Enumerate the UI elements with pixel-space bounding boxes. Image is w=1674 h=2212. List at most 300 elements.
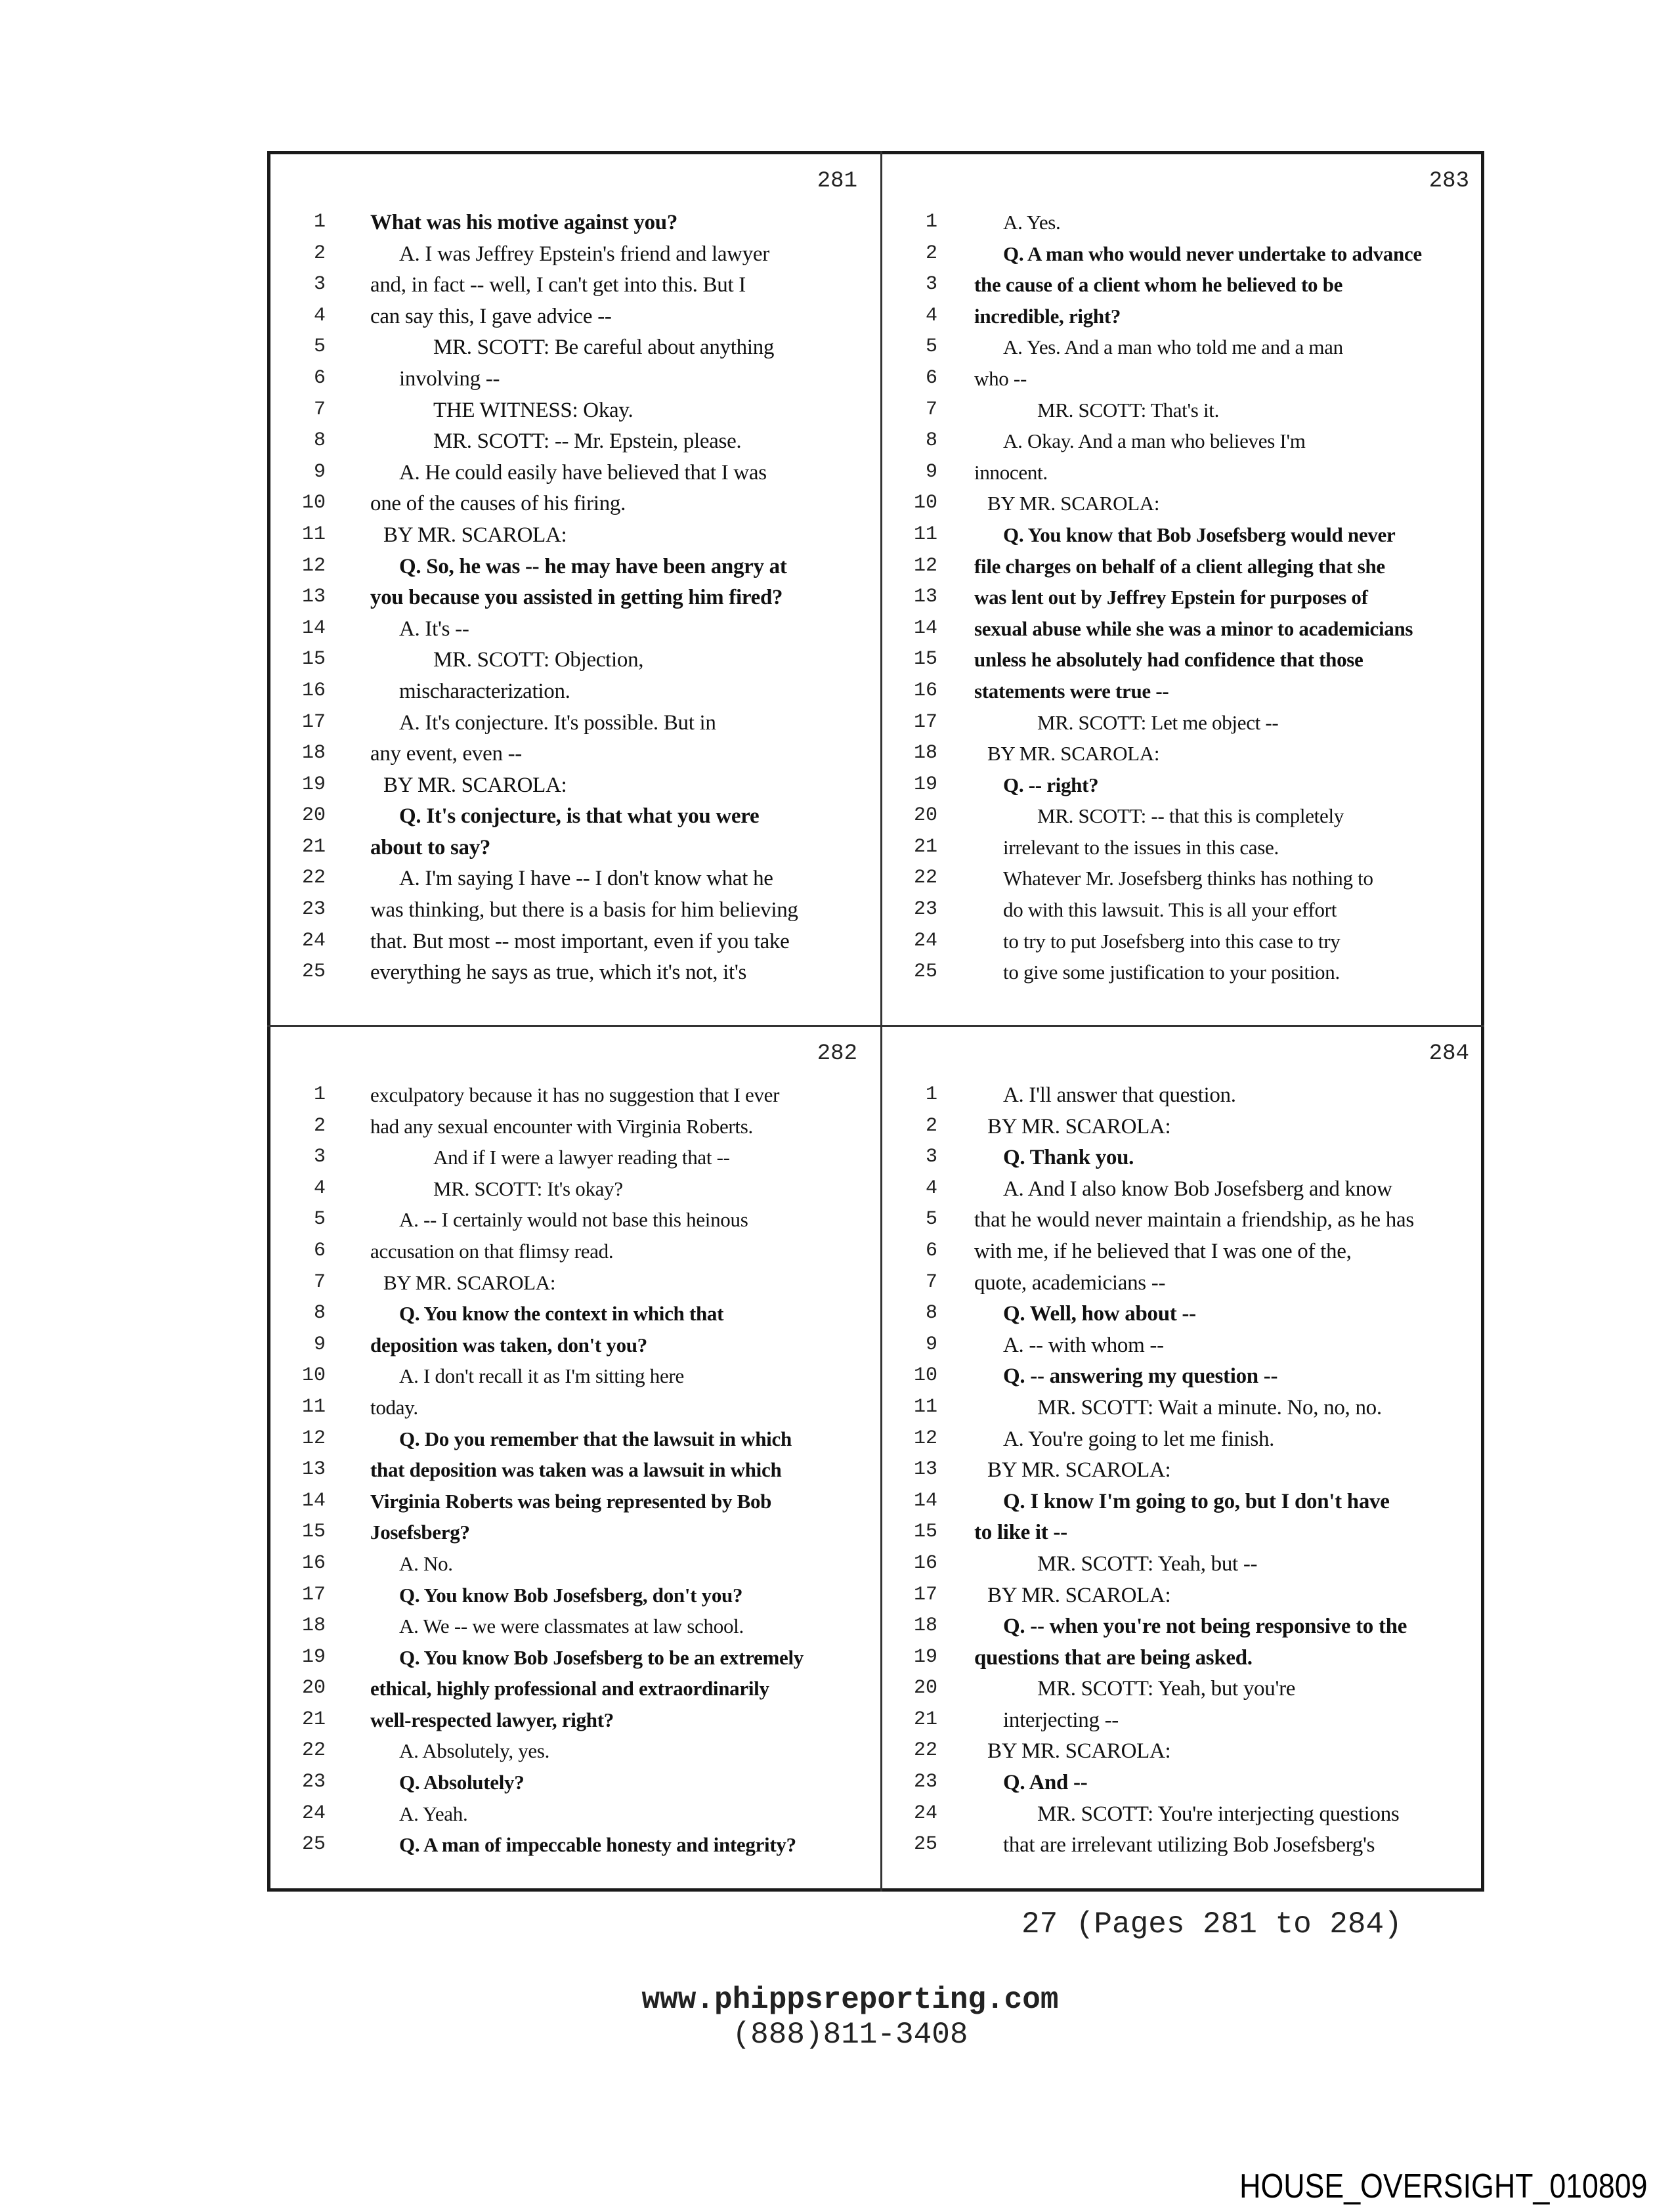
transcript-line — [882, 273, 1493, 305]
transcript-line — [270, 523, 881, 555]
line-number: 15 — [301, 648, 326, 671]
transcript-line — [270, 555, 881, 586]
line-number: 1 — [313, 211, 326, 233]
transcript-line — [882, 1364, 1493, 1396]
line-number: 12 — [301, 1427, 326, 1450]
transcript-line — [270, 399, 881, 430]
transcript-line — [270, 1427, 881, 1459]
transcript-line — [882, 773, 1493, 805]
transcript-lines — [882, 211, 1493, 992]
transcript-line — [882, 1552, 1493, 1584]
line-text: What was his motive against you? — [370, 211, 678, 234]
transcript-line — [270, 1115, 881, 1146]
line-number: 6 — [925, 1239, 937, 1262]
line-number: 24 — [913, 1802, 937, 1825]
transcript-line — [270, 804, 881, 836]
line-number: 16 — [913, 1551, 937, 1574]
transcript-line — [882, 399, 1493, 430]
line-text: with me, if he believed that I was one of the, — [974, 1239, 1352, 1263]
line-number: 5 — [313, 336, 326, 358]
line-text: BY MR. SCAROLA: — [987, 1583, 1171, 1607]
line-text: THE WITNESS: Okay. — [433, 398, 633, 422]
line-number: 24 — [913, 929, 937, 952]
line-text: Q. You know that Bob Josefsberg would never — [1003, 523, 1396, 546]
transcript-line — [882, 1271, 1493, 1303]
transcript-line — [270, 1396, 881, 1427]
line-text: that. But most -- most important, even if you take — [370, 929, 790, 953]
line-text: that are irrelevant utilizing Bob Josefsberg's — [1003, 1833, 1375, 1857]
line-text: that he would never maintain a friendship, as he has — [974, 1208, 1414, 1232]
line-number: 16 — [913, 679, 937, 702]
transcript-line — [882, 1802, 1493, 1834]
transcript-line — [882, 648, 1493, 680]
line-number: 4 — [313, 304, 326, 327]
transcript-line — [882, 1584, 1493, 1615]
line-number: 5 — [313, 1208, 326, 1231]
transcript-line — [270, 1334, 881, 1365]
transcript-line — [270, 711, 881, 743]
line-number: 18 — [301, 1615, 326, 1637]
transcript-line — [882, 961, 1493, 992]
line-number: 19 — [913, 773, 937, 796]
transcript-line — [882, 1208, 1493, 1240]
line-text: A. I don't recall it as I'm sitting here — [399, 1364, 684, 1388]
transcript-line — [270, 1615, 881, 1646]
line-text: one of the causes of his firing. — [370, 492, 626, 516]
line-text: A. And I also know Bob Josefsberg and know — [1003, 1177, 1392, 1201]
line-text: A. It's -- — [399, 617, 469, 641]
line-text: interjecting -- — [1003, 1708, 1119, 1732]
line-number: 21 — [301, 1708, 326, 1731]
line-text: MR. SCOTT: It's okay? — [433, 1177, 623, 1200]
transcript-line — [882, 742, 1493, 773]
transcript-line — [270, 1802, 881, 1834]
line-number: 20 — [913, 1677, 937, 1700]
line-text: ethical, highly professional and extraordinarily — [370, 1677, 769, 1701]
page-number: 281 — [817, 169, 857, 194]
transcript-line — [882, 1833, 1493, 1865]
transcript-line — [882, 1490, 1493, 1521]
line-number: 9 — [925, 460, 937, 483]
transcript-line — [882, 804, 1493, 836]
line-number: 18 — [913, 1615, 937, 1637]
line-number: 15 — [913, 648, 937, 671]
line-number: 15 — [913, 1521, 937, 1544]
transcript-line — [270, 367, 881, 399]
line-text: accusation on that flimsy read. — [370, 1239, 614, 1263]
line-text: MR. SCOTT: -- that this is completely — [1037, 804, 1344, 828]
transcript-line — [270, 1739, 881, 1771]
line-number: 19 — [301, 773, 326, 796]
line-number: 23 — [913, 1771, 937, 1794]
line-number: 7 — [313, 398, 326, 421]
transcript-line — [270, 773, 881, 805]
transcript-line — [270, 211, 881, 242]
transcript-line — [270, 617, 881, 649]
transcript-line — [270, 961, 881, 992]
transcript-line — [270, 1458, 881, 1490]
line-text: innocent. — [974, 460, 1048, 484]
transcript-line — [270, 1083, 881, 1115]
transcript-line — [270, 273, 881, 305]
transcript-line — [270, 1646, 881, 1678]
line-number: 9 — [313, 460, 326, 483]
line-number: 9 — [925, 1333, 937, 1356]
transcript-page-282 — [270, 1027, 881, 1897]
transcript-line — [882, 1427, 1493, 1459]
transcript-line — [882, 305, 1493, 336]
line-text: A. I'm saying I have -- I don't know what he — [399, 867, 773, 891]
transcript-line — [270, 1677, 881, 1708]
transcript-line — [882, 429, 1493, 461]
line-text: Q. A man who would never undertake to advance — [1003, 242, 1422, 265]
line-text: Josefsberg? — [370, 1521, 470, 1544]
line-text: BY MR. SCAROLA: — [383, 523, 567, 547]
line-number: 11 — [913, 523, 937, 546]
line-number: 16 — [301, 1551, 326, 1574]
line-text: about to say? — [370, 835, 491, 859]
line-number: 6 — [313, 366, 326, 389]
transcript-line — [270, 429, 881, 461]
line-number: 2 — [313, 1114, 326, 1137]
line-number: 18 — [301, 742, 326, 765]
line-text: MR. SCOTT: Let me object -- — [1037, 710, 1279, 734]
transcript-line — [882, 523, 1493, 555]
line-number: 2 — [925, 242, 937, 265]
line-text: do with this lawsuit. This is all your effort — [1003, 898, 1337, 922]
line-number: 14 — [301, 617, 326, 640]
line-text: A. It's conjecture. It's possible. But in — [399, 710, 716, 735]
line-number: 23 — [301, 1771, 326, 1794]
line-number: 11 — [913, 1395, 937, 1418]
transcript-line — [270, 1240, 881, 1271]
line-number: 8 — [313, 429, 326, 452]
line-text: Q. And -- — [1003, 1771, 1088, 1795]
line-number: 7 — [925, 1270, 937, 1293]
transcript-line — [270, 1177, 881, 1209]
transcript-line — [270, 836, 881, 867]
line-text: Q. You know Bob Josefsberg, don't you? — [399, 1583, 743, 1607]
transcript-line — [882, 242, 1493, 274]
line-text: and, in fact -- well, I can't get into this. But I — [370, 273, 746, 297]
reporter-website: www.phippsreporting.com — [641, 1983, 1059, 2017]
line-number: 25 — [913, 1833, 937, 1856]
line-number: 4 — [925, 304, 937, 327]
line-number: 17 — [913, 710, 937, 733]
line-number: 11 — [301, 1395, 326, 1418]
transcript-lines — [270, 211, 881, 992]
line-number: 13 — [301, 1458, 326, 1481]
line-text: Q. -- when you're not being responsive to the — [1003, 1615, 1407, 1639]
line-text: the cause of a client whom he believed to be — [974, 273, 1343, 297]
transcript-line — [270, 1271, 881, 1303]
transcript-line — [270, 1708, 881, 1740]
line-text: questions that are being asked. — [974, 1645, 1253, 1670]
line-number: 13 — [913, 1458, 937, 1481]
line-text: Q. A man of impeccable honesty and integrity? — [399, 1833, 796, 1857]
transcript-line — [882, 1771, 1493, 1802]
transcript-line — [270, 461, 881, 492]
line-text: A. Okay. And a man who believes I'm — [1003, 429, 1306, 453]
line-text: you because you assisted in getting him fired? — [370, 586, 783, 610]
line-text: A. -- with whom -- — [1003, 1333, 1164, 1357]
page-number: 284 — [1428, 1041, 1469, 1066]
transcript-line — [882, 586, 1493, 617]
line-text: mischaracterization. — [399, 679, 570, 703]
line-text: BY MR. SCAROLA: — [987, 492, 1160, 515]
line-number: 7 — [925, 398, 937, 421]
line-text: Q. Do you remember that the lawsuit in which — [399, 1427, 792, 1450]
line-text: BY MR. SCAROLA: — [383, 1270, 556, 1294]
line-number: 4 — [313, 1177, 326, 1200]
line-text: A. I was Jeffrey Epstein's friend and lawyer — [399, 242, 769, 266]
line-number: 10 — [301, 492, 326, 515]
line-text: MR. SCOTT: -- Mr. Epstein, please. — [433, 429, 742, 454]
line-number: 2 — [313, 242, 326, 265]
line-text: BY MR. SCAROLA: — [987, 1114, 1171, 1139]
line-number: 24 — [301, 1802, 326, 1825]
line-number: 1 — [313, 1083, 326, 1106]
line-number: 23 — [301, 898, 326, 921]
line-text: to like it -- — [974, 1521, 1067, 1545]
transcript-line — [882, 1646, 1493, 1678]
line-text: A. He could easily have believed that I was — [399, 460, 767, 485]
line-number: 10 — [913, 1364, 937, 1387]
transcript-line — [270, 1552, 881, 1584]
line-number: 22 — [913, 1739, 937, 1762]
line-number: 22 — [301, 1739, 326, 1762]
line-number: 4 — [925, 1177, 937, 1200]
transcript-line — [882, 1083, 1493, 1115]
line-number: 16 — [301, 679, 326, 702]
transcript-line — [882, 461, 1493, 492]
transcript-line — [882, 1146, 1493, 1177]
line-text: Q. -- answering my question -- — [1003, 1364, 1278, 1389]
line-number: 10 — [301, 1364, 326, 1387]
transcript-line — [270, 1584, 881, 1615]
line-text: exculpatory because it has no suggestion that I ever — [370, 1083, 780, 1106]
line-number: 25 — [301, 1833, 326, 1856]
transcript-page-283 — [882, 154, 1493, 1024]
line-number: 17 — [301, 710, 326, 733]
line-number: 1 — [925, 1083, 937, 1106]
transcript-line — [882, 1677, 1493, 1708]
line-number: 13 — [913, 586, 937, 609]
page-number: 282 — [817, 1041, 857, 1066]
sheet-page-range: 27 (Pages 281 to 284) — [1021, 1907, 1402, 1941]
transcript-line — [882, 1521, 1493, 1552]
line-text: Whatever Mr. Josefsberg thinks has nothing to — [1003, 867, 1373, 890]
line-text: today. — [370, 1395, 418, 1419]
line-number: 5 — [925, 1208, 937, 1231]
transcript-page-284 — [882, 1027, 1493, 1897]
line-text: BY MR. SCAROLA: — [987, 1739, 1171, 1764]
line-text: A. You're going to let me finish. — [1003, 1427, 1275, 1451]
line-text: Q. Absolutely? — [399, 1771, 525, 1794]
line-text: And if I were a lawyer reading that -- — [433, 1146, 730, 1169]
line-number: 12 — [301, 554, 326, 577]
transcript-line — [882, 1615, 1493, 1646]
transcript-line — [882, 617, 1493, 649]
transcript-line — [270, 1771, 881, 1802]
line-text: unless he absolutely had confidence that those — [974, 648, 1363, 672]
line-text: any event, even -- — [370, 742, 522, 766]
line-number: 19 — [913, 1645, 937, 1668]
line-number: 2 — [925, 1114, 937, 1137]
line-text: well-respected lawyer, right? — [370, 1708, 614, 1731]
line-number: 12 — [913, 554, 937, 577]
transcript-line — [270, 898, 881, 930]
transcript-line — [270, 1208, 881, 1240]
transcript-line — [882, 1302, 1493, 1334]
line-text: A. No. — [399, 1551, 453, 1575]
line-text: Q. You know the context in which that — [399, 1302, 724, 1326]
transcript-line — [882, 336, 1493, 367]
line-number: 8 — [925, 1302, 937, 1325]
line-number: 14 — [913, 617, 937, 640]
line-number: 3 — [925, 273, 937, 296]
line-text: incredible, right? — [974, 304, 1121, 328]
line-text: Q. Well, how about -- — [1003, 1302, 1196, 1326]
transcript-line — [882, 492, 1493, 523]
line-text: irrelevant to the issues in this case. — [1003, 835, 1279, 859]
line-text: to try to put Josefsberg into this case to try — [1003, 929, 1341, 953]
line-number: 20 — [913, 804, 937, 827]
transcript-line — [882, 1458, 1493, 1490]
line-number: 21 — [301, 835, 326, 858]
transcript-line — [882, 1115, 1493, 1146]
line-text: quote, academicians -- — [974, 1270, 1166, 1295]
transcript-line — [270, 1490, 881, 1521]
line-text: A. Absolutely, yes. — [399, 1739, 550, 1763]
line-number: 8 — [313, 1302, 326, 1325]
transcript-line — [270, 586, 881, 617]
line-number: 14 — [301, 1489, 326, 1512]
transcript-line — [270, 930, 881, 961]
line-text: A. Yes. — [1003, 211, 1061, 234]
transcript-line — [882, 836, 1493, 867]
line-number: 1 — [925, 211, 937, 233]
line-text: file charges on behalf of a client alleging that she — [974, 554, 1385, 578]
line-text: Virginia Roberts was being represented by Bob — [370, 1489, 772, 1513]
line-text: Q. So, he was -- he may have been angry at — [399, 554, 787, 578]
line-text: A. -- I certainly would not base this heinous — [399, 1208, 748, 1232]
line-text: A. Yes. And a man who told me and a man — [1003, 336, 1343, 359]
line-text: was lent out by Jeffrey Epstein for purposes of — [974, 586, 1368, 609]
line-number: 11 — [301, 523, 326, 546]
transcript-line — [270, 242, 881, 274]
line-text: MR. SCOTT: That's it. — [1037, 398, 1220, 422]
transcript-line — [882, 1334, 1493, 1365]
line-text: sexual abuse while she was a minor to academicians — [974, 617, 1413, 640]
transcript-line — [270, 305, 881, 336]
transcript-line — [270, 742, 881, 773]
line-number: 7 — [313, 1270, 326, 1293]
line-number: 21 — [913, 1708, 937, 1731]
line-text: deposition was taken, don't you? — [370, 1333, 647, 1356]
reporter-phone: (888)811-3408 — [732, 2018, 968, 2052]
transcript-line — [270, 867, 881, 898]
line-number: 24 — [301, 929, 326, 952]
line-text: statements were true -- — [974, 679, 1169, 703]
transcript-line — [882, 1396, 1493, 1427]
transcript-line — [270, 1521, 881, 1552]
line-text: that deposition was taken was a lawsuit in which — [370, 1458, 782, 1482]
transcript-line — [882, 898, 1493, 930]
line-number: 20 — [301, 804, 326, 827]
line-number: 13 — [301, 586, 326, 609]
line-text: BY MR. SCAROLA: — [987, 742, 1160, 766]
transcript-line — [882, 1177, 1493, 1209]
line-number: 15 — [301, 1521, 326, 1544]
line-number: 9 — [313, 1333, 326, 1356]
line-text: MR. SCOTT: Objection, — [433, 648, 644, 672]
transcript-line — [882, 555, 1493, 586]
transcript-line — [882, 711, 1493, 743]
line-number: 12 — [913, 1427, 937, 1450]
transcript-page-281 — [270, 154, 881, 1024]
transcript-line — [270, 1364, 881, 1396]
line-text: had any sexual encounter with Virginia Roberts. — [370, 1114, 753, 1138]
line-number: 17 — [301, 1583, 326, 1606]
line-number: 8 — [925, 429, 937, 452]
line-text: MR. SCOTT: You're interjecting questions — [1037, 1802, 1400, 1826]
line-number: 5 — [925, 336, 937, 358]
line-text: everything he says as true, which it's not, it's — [370, 961, 747, 985]
line-number: 18 — [913, 742, 937, 765]
transcript-line — [270, 648, 881, 680]
line-number: 22 — [913, 867, 937, 890]
transcript-line — [270, 336, 881, 367]
line-number: 20 — [301, 1677, 326, 1700]
transcript-line — [882, 930, 1493, 961]
transcript-line — [270, 680, 881, 711]
line-number: 6 — [925, 366, 937, 389]
line-number: 25 — [913, 961, 937, 984]
transcript-line — [882, 1240, 1493, 1271]
line-text: to give some justification to your position. — [1003, 961, 1340, 984]
transcript-line — [270, 1146, 881, 1177]
line-text: A. We -- we were classmates at law school. — [399, 1615, 744, 1638]
line-text: involving -- — [399, 366, 500, 391]
transcript-line — [882, 1739, 1493, 1771]
line-number: 3 — [313, 1146, 326, 1169]
line-text: MR. SCOTT: Yeah, but -- — [1037, 1551, 1258, 1576]
line-number: 3 — [925, 1146, 937, 1169]
line-number: 23 — [913, 898, 937, 921]
line-number: 21 — [913, 835, 937, 858]
transcript-line — [882, 867, 1493, 898]
line-text: who -- — [974, 366, 1027, 390]
line-number: 3 — [313, 273, 326, 296]
line-text: A. Yeah. — [399, 1802, 468, 1825]
transcript-line — [270, 492, 881, 523]
transcript-line — [270, 1833, 881, 1865]
line-number: 6 — [313, 1239, 326, 1262]
line-text: MR. SCOTT: Be careful about anything — [433, 336, 775, 360]
line-number: 19 — [301, 1645, 326, 1668]
transcript-line — [882, 211, 1493, 242]
line-text: BY MR. SCAROLA: — [383, 773, 567, 797]
line-number: 10 — [913, 492, 937, 515]
transcript-line — [882, 680, 1493, 711]
transcript-line — [270, 1302, 881, 1334]
page-number: 283 — [1428, 169, 1469, 194]
line-text: Q. You know Bob Josefsberg to be an extremely — [399, 1645, 804, 1669]
bates-number: HOUSE_OVERSIGHT_010809 — [1239, 2167, 1648, 2205]
transcript-lines — [882, 1083, 1493, 1865]
line-number: 22 — [301, 867, 326, 890]
